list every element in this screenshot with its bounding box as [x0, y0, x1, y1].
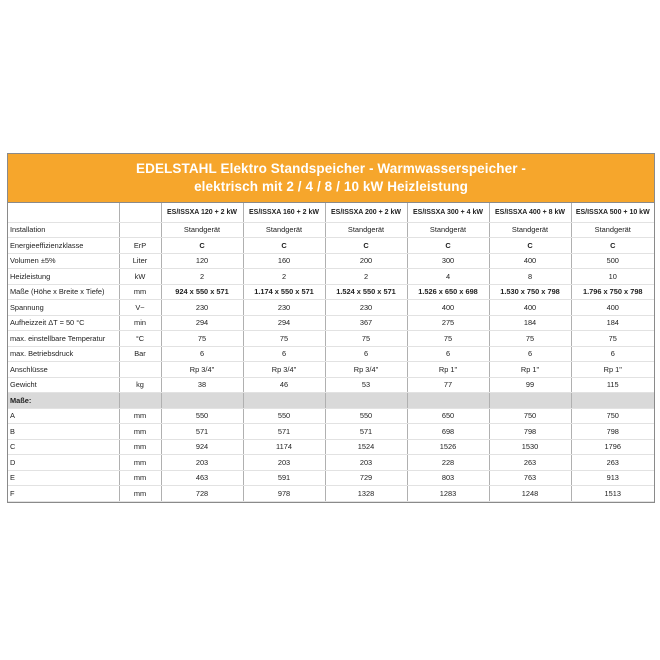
row-label: Heizleistung: [8, 269, 119, 285]
value-cell: 571: [325, 424, 407, 440]
value-cell: 571: [243, 424, 325, 440]
value-cell: 75: [325, 331, 407, 347]
value-cell: 367: [325, 315, 407, 331]
value-cell: 798: [489, 424, 571, 440]
value-cell: 400: [571, 300, 654, 316]
value-cell: 99: [489, 377, 571, 393]
value-cell: 798: [571, 424, 654, 440]
value-cell: Standgerät: [243, 222, 325, 238]
row-unit: mm: [119, 408, 161, 424]
value-cell: 400: [407, 300, 489, 316]
value-cell: 1174: [243, 439, 325, 455]
model-header: ES/ISSXA 120 + 2 kW: [161, 203, 243, 222]
value-cell: 1.526 x 650 x 698: [407, 284, 489, 300]
section-fill-cell: [407, 393, 489, 409]
title-line-2: elektrisch mit 2 / 4 / 8 / 10 kW Heizleistung: [194, 179, 468, 194]
section-fill-cell: [119, 393, 161, 409]
value-cell: Rp 3/4": [325, 362, 407, 378]
value-cell: 728: [161, 486, 243, 502]
dimension-row: [8, 424, 654, 440]
spec-sheet: [7, 153, 655, 503]
value-cell: 300: [407, 253, 489, 269]
row-label: D: [8, 455, 119, 471]
value-cell: 6: [325, 346, 407, 362]
value-cell: Rp 1": [407, 362, 489, 378]
value-cell: 1513: [571, 486, 654, 502]
row-unit: °C: [119, 331, 161, 347]
model-header: ES/ISSXA 400 + 8 kW: [489, 203, 571, 222]
value-cell: C: [571, 238, 654, 254]
value-cell: 750: [489, 408, 571, 424]
value-cell: 1328: [325, 486, 407, 502]
section-fill-cell: [325, 393, 407, 409]
row-label: Energieeffizienzklasse: [8, 238, 119, 254]
section-fill-cell: [489, 393, 571, 409]
value-cell: 10: [571, 269, 654, 285]
model-header: ES/ISSXA 500 + 10 kW: [571, 203, 654, 222]
value-cell: 1524: [325, 439, 407, 455]
value-cell: 550: [325, 408, 407, 424]
spec-row: [8, 269, 654, 285]
value-cell: 913: [571, 470, 654, 486]
value-cell: Rp 1": [489, 362, 571, 378]
row-label: Gewicht: [8, 377, 119, 393]
value-cell: 1248: [489, 486, 571, 502]
value-cell: 750: [571, 408, 654, 424]
value-cell: 400: [489, 300, 571, 316]
section-fill-cell: [571, 393, 654, 409]
value-cell: 53: [325, 377, 407, 393]
value-cell: 978: [243, 486, 325, 502]
dimension-row: [8, 439, 654, 455]
row-label: Volumen ±5%: [8, 253, 119, 269]
value-cell: 228: [407, 455, 489, 471]
row-label: Installation: [8, 222, 119, 238]
value-cell: 924: [161, 439, 243, 455]
model-header: ES/ISSXA 160 + 2 kW: [243, 203, 325, 222]
value-cell: Rp 1": [571, 362, 654, 378]
value-cell: Rp 3/4": [243, 362, 325, 378]
dimension-row: [8, 455, 654, 471]
row-label: B: [8, 424, 119, 440]
row-unit: [119, 222, 161, 238]
value-cell: 6: [571, 346, 654, 362]
value-cell: 184: [489, 315, 571, 331]
value-cell: 6: [407, 346, 489, 362]
spec-row: [8, 222, 654, 238]
row-unit: kg: [119, 377, 161, 393]
model-header: ES/ISSXA 200 + 2 kW: [325, 203, 407, 222]
row-unit: V~: [119, 300, 161, 316]
row-unit: Liter: [119, 253, 161, 269]
row-label: max. Betriebsdruck: [8, 346, 119, 362]
value-cell: 571: [161, 424, 243, 440]
dimension-row: [8, 486, 654, 502]
value-cell: C: [243, 238, 325, 254]
value-cell: 203: [243, 455, 325, 471]
value-cell: 75: [489, 331, 571, 347]
model-header: ES/ISSXA 300 + 4 kW: [407, 203, 489, 222]
row-unit: min: [119, 315, 161, 331]
spec-row: [8, 315, 654, 331]
row-label: Anschlüsse: [8, 362, 119, 378]
value-cell: 8: [489, 269, 571, 285]
value-cell: 591: [243, 470, 325, 486]
value-cell: 729: [325, 470, 407, 486]
row-label: Spannung: [8, 300, 119, 316]
value-cell: 75: [243, 331, 325, 347]
value-cell: 763: [489, 470, 571, 486]
spec-table: [8, 203, 654, 502]
value-cell: 230: [325, 300, 407, 316]
value-cell: 115: [571, 377, 654, 393]
dimension-row: [8, 408, 654, 424]
value-cell: C: [489, 238, 571, 254]
value-cell: 200: [325, 253, 407, 269]
row-unit: ErP: [119, 238, 161, 254]
value-cell: 46: [243, 377, 325, 393]
value-cell: Standgerät: [489, 222, 571, 238]
value-cell: Standgerät: [161, 222, 243, 238]
row-label: Aufheizzeit ΔT = 50 °C: [8, 315, 119, 331]
header-unit-cell: [119, 203, 161, 222]
row-unit: mm: [119, 486, 161, 502]
value-cell: 6: [489, 346, 571, 362]
value-cell: 924 x 550 x 571: [161, 284, 243, 300]
value-cell: 75: [407, 331, 489, 347]
row-unit: mm: [119, 284, 161, 300]
value-cell: 1.796 x 750 x 798: [571, 284, 654, 300]
value-cell: C: [325, 238, 407, 254]
value-cell: 1.174 x 550 x 571: [243, 284, 325, 300]
header-blank-cell: [8, 203, 119, 222]
row-unit: mm: [119, 439, 161, 455]
row-label: E: [8, 470, 119, 486]
row-label: F: [8, 486, 119, 502]
spec-row: [8, 253, 654, 269]
value-cell: 6: [161, 346, 243, 362]
value-cell: 263: [571, 455, 654, 471]
value-cell: C: [407, 238, 489, 254]
row-unit: Bar: [119, 346, 161, 362]
row-unit: [119, 362, 161, 378]
row-unit: kW: [119, 269, 161, 285]
title-line-1: EDELSTAHL Elektro Standspeicher - Warmwasserspeicher -: [135, 161, 527, 176]
value-cell: 263: [489, 455, 571, 471]
value-cell: Standgerät: [571, 222, 654, 238]
row-unit: mm: [119, 470, 161, 486]
row-label: C: [8, 439, 119, 455]
value-cell: 275: [407, 315, 489, 331]
value-cell: 203: [325, 455, 407, 471]
value-cell: Standgerät: [407, 222, 489, 238]
value-cell: 4: [407, 269, 489, 285]
value-cell: 1.530 x 750 x 798: [489, 284, 571, 300]
value-cell: 75: [571, 331, 654, 347]
value-cell: 230: [161, 300, 243, 316]
value-cell: 160: [243, 253, 325, 269]
model-header-row: [8, 203, 654, 222]
row-unit: mm: [119, 455, 161, 471]
section-fill-cell: [161, 393, 243, 409]
value-cell: 230: [243, 300, 325, 316]
value-cell: 203: [161, 455, 243, 471]
value-cell: 698: [407, 424, 489, 440]
section-fill-cell: [243, 393, 325, 409]
value-cell: 120: [161, 253, 243, 269]
spec-row: [8, 346, 654, 362]
row-unit: mm: [119, 424, 161, 440]
value-cell: 1.524 x 550 x 571: [325, 284, 407, 300]
value-cell: 803: [407, 470, 489, 486]
value-cell: 550: [161, 408, 243, 424]
spec-row: [8, 300, 654, 316]
row-label: max. einstellbare Temperatur: [8, 331, 119, 347]
value-cell: 650: [407, 408, 489, 424]
row-label: A: [8, 408, 119, 424]
value-cell: 2: [161, 269, 243, 285]
row-label: Maße (Höhe x Breite x Tiefe): [8, 284, 119, 300]
section-label: Maße:: [8, 393, 119, 409]
spec-row: [8, 331, 654, 347]
value-cell: 463: [161, 470, 243, 486]
value-cell: 184: [571, 315, 654, 331]
spec-row: [8, 362, 654, 378]
value-cell: 2: [325, 269, 407, 285]
value-cell: 75: [161, 331, 243, 347]
value-cell: 500: [571, 253, 654, 269]
value-cell: Standgerät: [325, 222, 407, 238]
value-cell: 294: [243, 315, 325, 331]
value-cell: 1796: [571, 439, 654, 455]
section-row-dimensions: [8, 393, 654, 409]
value-cell: 6: [243, 346, 325, 362]
value-cell: 77: [407, 377, 489, 393]
value-cell: 1526: [407, 439, 489, 455]
value-cell: 550: [243, 408, 325, 424]
value-cell: 2: [243, 269, 325, 285]
spec-row: [8, 377, 654, 393]
value-cell: 294: [161, 315, 243, 331]
value-cell: Rp 3/4": [161, 362, 243, 378]
title-banner: [8, 154, 654, 203]
value-cell: 1530: [489, 439, 571, 455]
spec-row: [8, 284, 654, 300]
value-cell: 38: [161, 377, 243, 393]
spec-row: [8, 238, 654, 254]
dimension-row: [8, 470, 654, 486]
value-cell: C: [161, 238, 243, 254]
value-cell: 400: [489, 253, 571, 269]
spec-table-body: [8, 222, 654, 501]
value-cell: 1283: [407, 486, 489, 502]
